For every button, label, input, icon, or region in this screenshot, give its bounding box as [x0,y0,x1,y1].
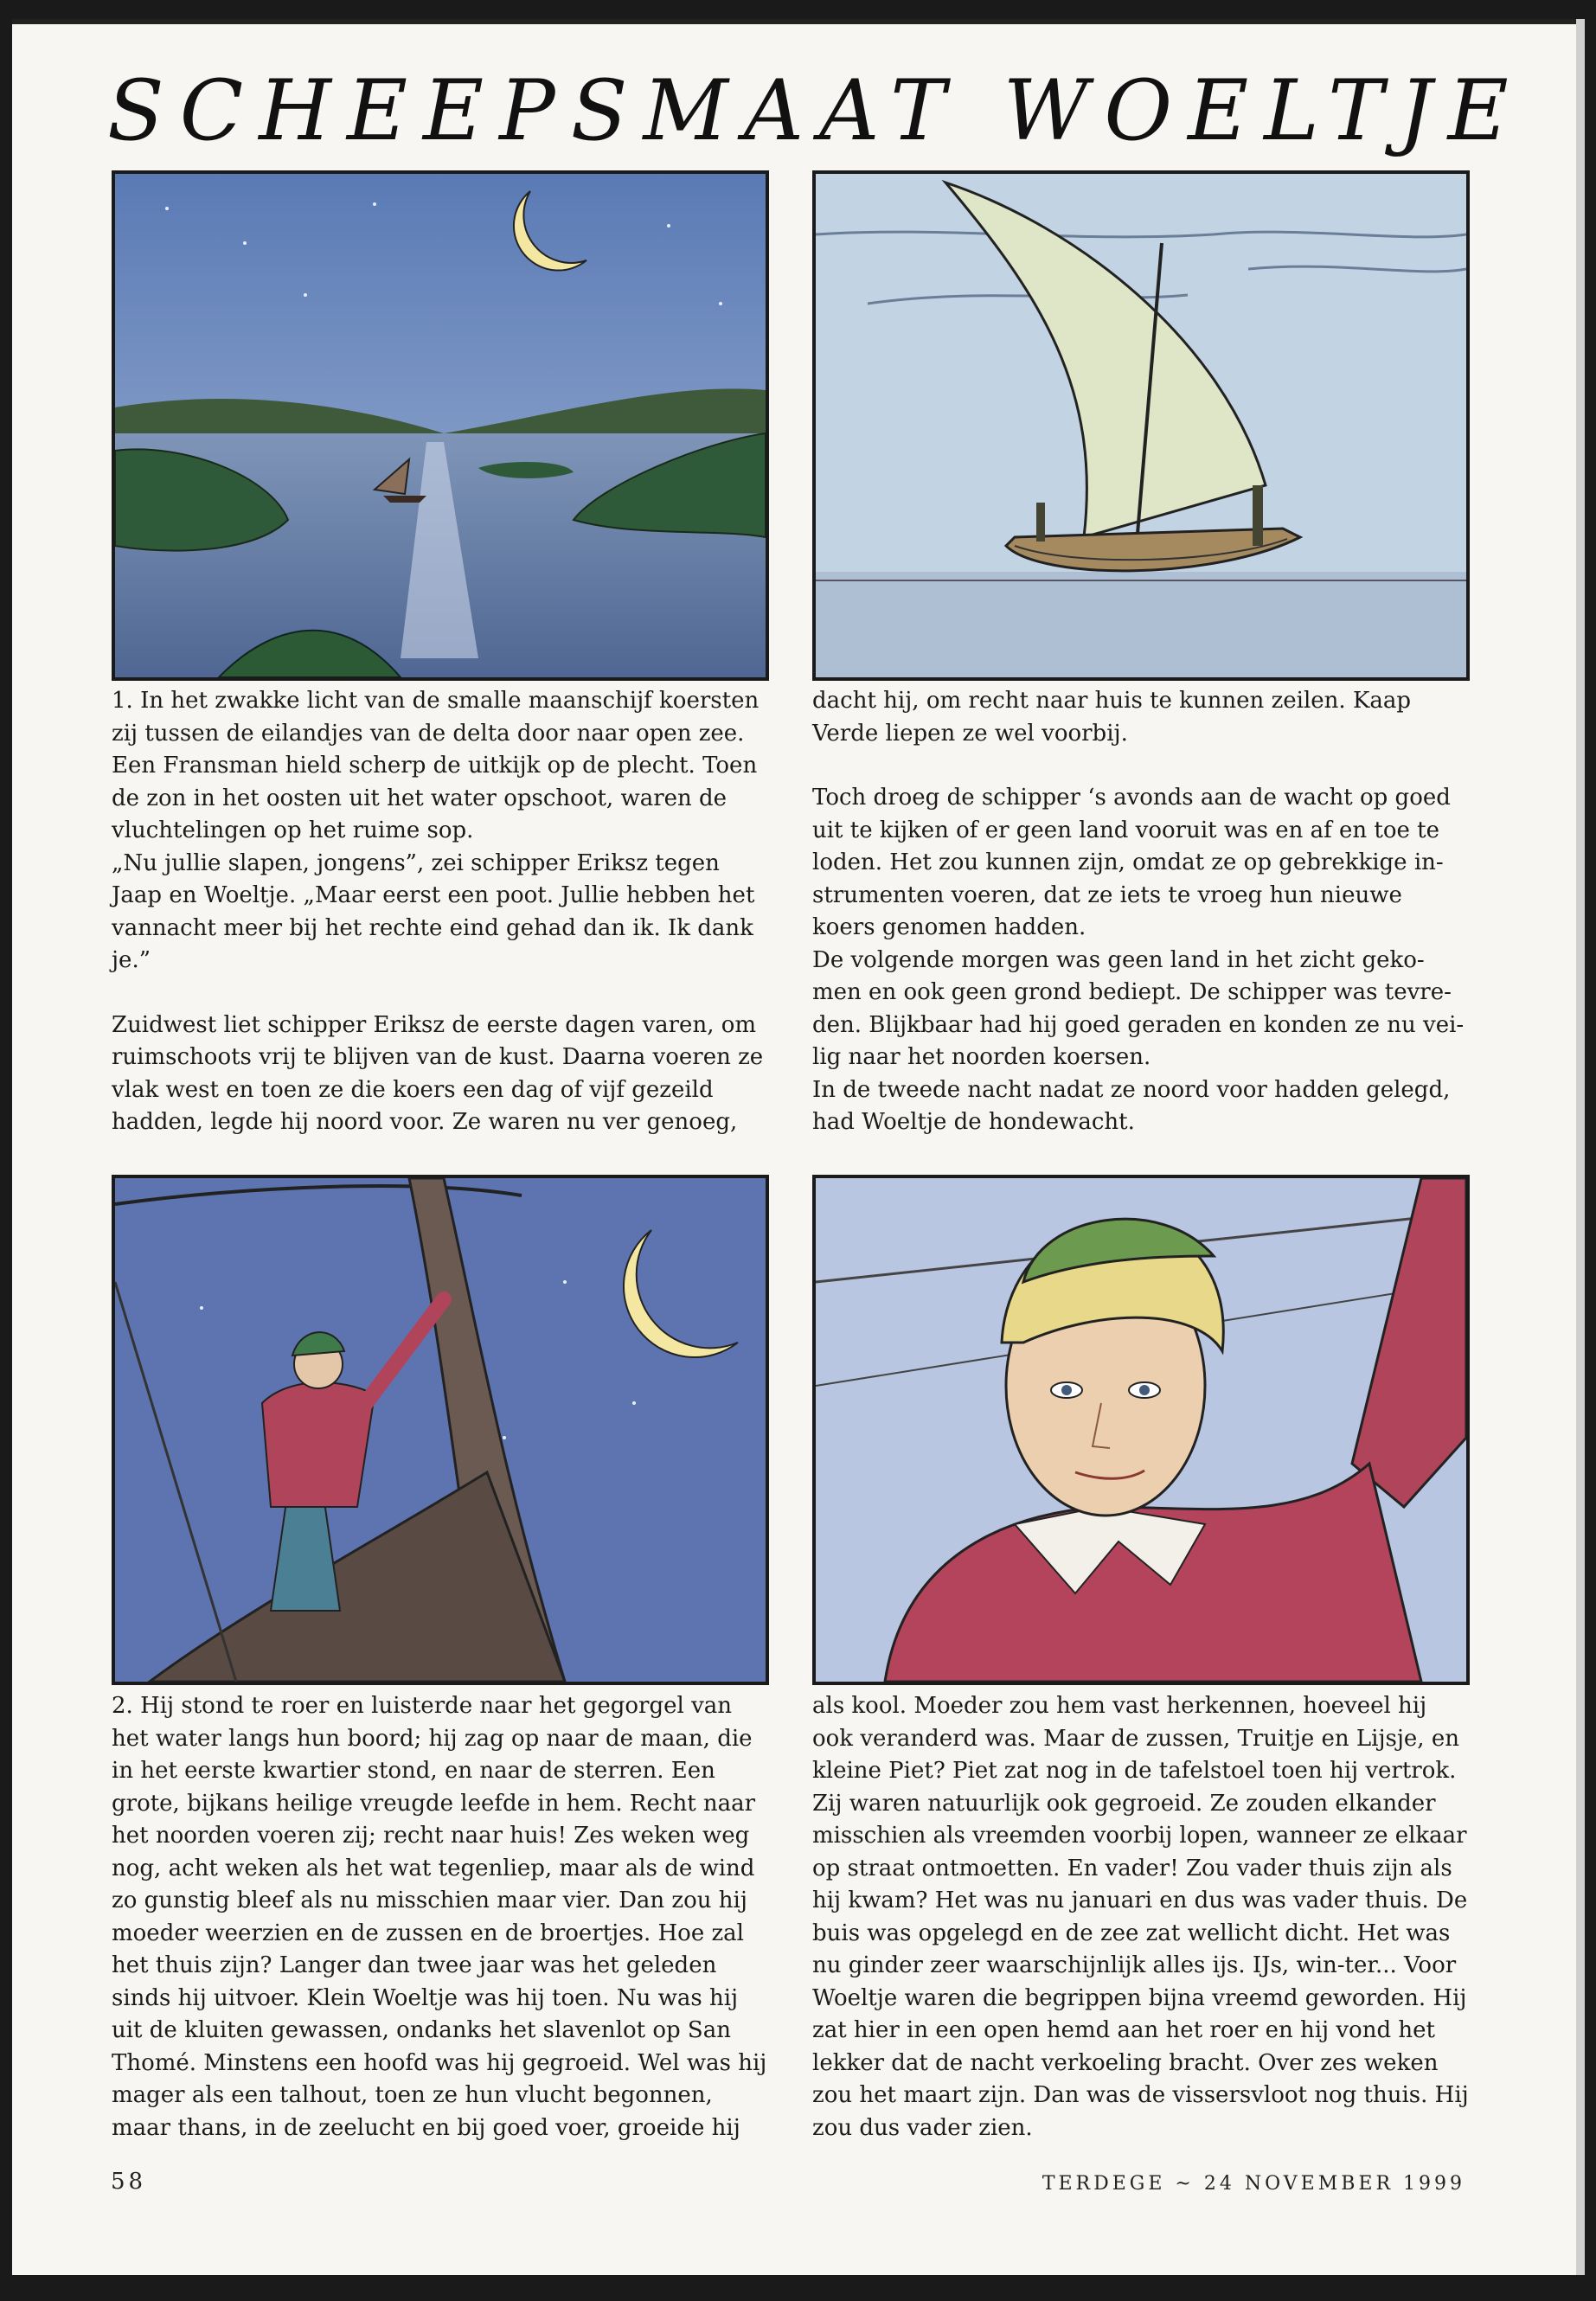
paragraph: Toch droeg de schipper ‘s avonds aan de wacht op goed uit te kijken of er geen land vooruit was en af en toe te loden. Het zou kunnen zijn, omdat ze op gebrekkige in-strumenten voeren, dat ze iets te vroeg hun nieuwe koers genomen hadden. De volgende morgen was geen land in het zicht geko-men en ook geen grond bediept. De schipper was tevre-den. Blijkbaar had hij goed geraden en konden ze nu vei-lig naar het noorden koersen. In de tweede nacht nadat ze noord voor hadden gelegd, had Woeltje de hondewacht. [812,785,1465,1135]
top-rule [12,19,1585,24]
paragraph: 2. Hij stond te roer en luisterde naar het gegorgel van het water langs hun boord; hij zag op naar de maan, die in het eerste kwartier stond, en naar de sterren. Een grote, bijkans heilige vreugde leefde in hem. Recht naar het noorden voeren zij; recht naar huis! Zes weken weg nog, acht weken als het wat tegenliep, maar als de wind zo gunstig bleef als nu misschien maar vier. Dan zou hij moeder weerzien en de zussen en de broertjes. Hoe zal het thuis zijn? Langer dan twee jaar was het geleden sinds hij uitvoer. Klein Woeltje was hij toen. Nu was hij uit de kluiten gewassen, ondanks het slavenlot op San Thomé. Minstens een hoofd was hij gegroeid. Wel was hij mager als een talhout, toen ze hun vlucht begonnen, maar thans, in de zeelucht en bij goed voer, groeide hij [112,1693,767,2141]
paragraph: als kool. Moeder zou hem vast herkennen, hoeveel hij ook veranderd was. Maar de zussen, Truitje en Lijsje, en kleine Piet? Piet zat nog in de tafelstoel toen hij vertrok. Zij waren natuurlijk ook gegroeid. Ze zouden elkander misschien als vreemden voorbij lopen, wanneer ze elkaar op straat ontmoetten. En vader! Zou vader thuis zijn als hij kwam? Het was nu januari en dus was vader thuis. De buis was opgelegd en de zee zat wellicht dicht. Het was nu ginder zeer waarschijnlijk alles ijs. IJs, win-ter... Voor Woeltje waren die begrippen bijna vreemd geworden. Hij zat hier in een open hemd aan het roer en hij vond het lekker dat de nacht verkoeling bracht. Over zes weken zou het maart zijn. Dan was de vissersvloot nog thuis. Hij zou dus vader zien. [812,1693,1469,2141]
illustration-boy-portrait [812,1175,1470,1685]
paragraph: 1. In het zwakke licht van de smalle maanschijf koersten zij tussen de eilandjes van de delta door naar open zee. Een Fransman hield scherp de uitkijk op de plecht. Toen de zon in het oosten uit het water opschoot, waren de vluchtelingen op het ruime sop. „Nu jullie slapen, jongens”, zei schipper Eriksz tegen Jaap en Woeltje. „Maar eerst een poot. Jullie hebben het vannacht meer bij het rechte eind gehad dan ik. Ik dank je.” [112,688,760,973]
illustration-boy-at-helm [112,1175,769,1685]
page-number: 58 [111,2169,147,2195]
publication-footer: TERDEGE ~ 24 NOVEMBER 1999 [1042,2173,1465,2195]
illustration-moonlit-delta [112,170,769,681]
paragraph: dacht hij, om recht naar huis te kunnen zeilen. Kaap Verde liepen ze wel voorbij. [812,688,1412,747]
page-edge [1576,19,1585,2275]
paragraph: Zuidwest liet schipper Eriksz de eerste dagen varen, om ruimschoots vrij te blijven van de kust. Daarna voeren ze vlak west en toen ze die koers een dag of vijf gezeild hadden, legde hij noord voor. Ze waren nu ver genoeg, [112,1011,764,1135]
text-column-1 [112,685,769,1171]
story-title: SCHEEPSMAAT WOELTJE [107,62,1524,159]
illustration-sailing-ship [812,170,1470,681]
text-column-2 [812,685,1470,1171]
magazine-page [12,19,1585,2275]
text-column-3 [112,1690,769,2176]
text-column-4 [812,1690,1470,2176]
